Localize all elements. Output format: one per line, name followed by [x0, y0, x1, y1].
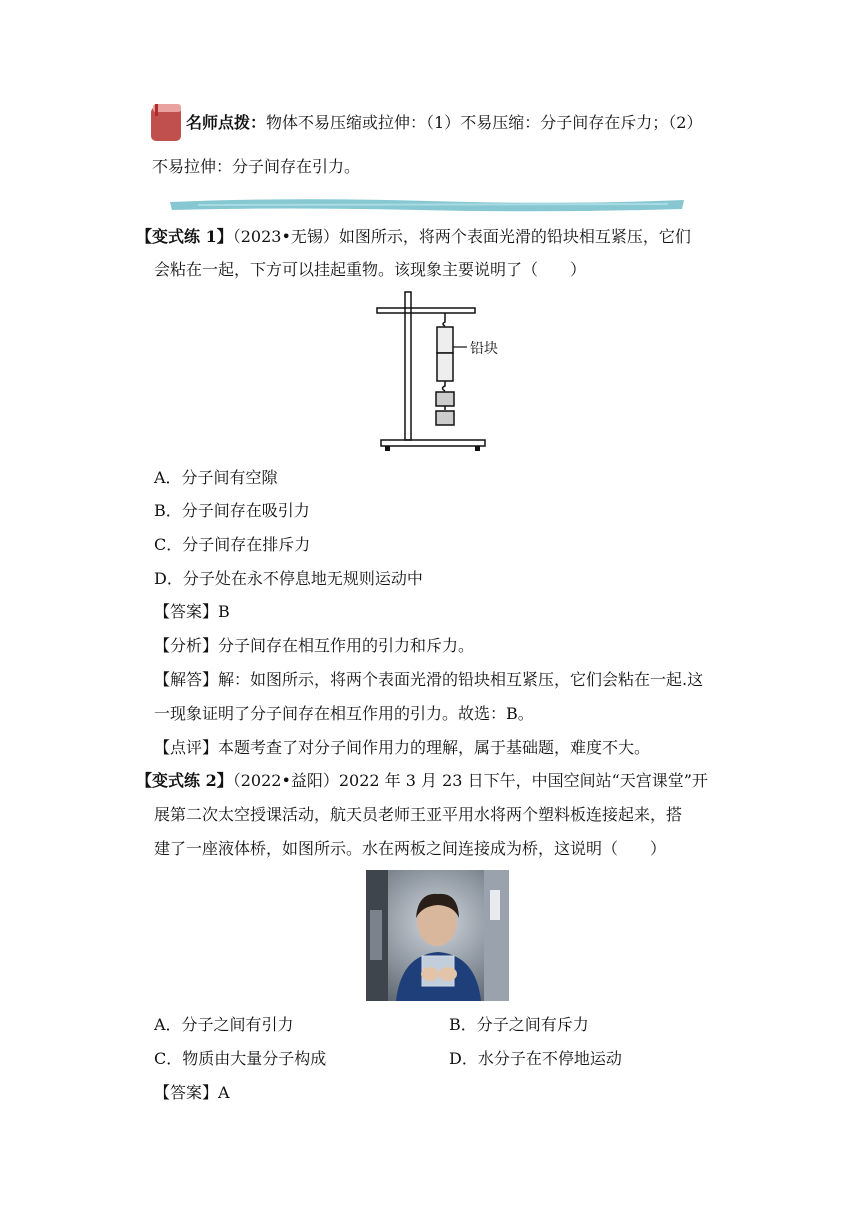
- q1-option-b: B．分子间存在吸引力: [154, 501, 310, 520]
- q1-answer: 【答案】B: [154, 602, 230, 621]
- q2-option-a: A．分子之间有引力: [154, 1015, 294, 1034]
- tip-text-line2: 不易拉伸：分子间存在引力。: [152, 157, 361, 176]
- bookmark-tip-icon: [150, 103, 182, 143]
- q1-label: 【变式练 1】: [136, 227, 233, 246]
- brush-divider: [168, 196, 686, 214]
- q1-stem-line1: [136, 226, 691, 248]
- q1-stem-line2: 会粘在一起，下方可以挂起重物。该现象主要说明了（ ）: [154, 260, 587, 279]
- q1-option-d: D．分子处在永不停息地无规则运动中: [154, 569, 423, 588]
- tip-text-line1: 物体不易压缩或拉伸：（1）不易压缩：分子间存在斥力；（2）: [266, 113, 703, 132]
- q2-option-b: B．分子之间有斥力: [449, 1015, 589, 1034]
- q2-answer: 【答案】A: [154, 1083, 230, 1102]
- space-station-liquid-bridge-photo: [366, 870, 509, 1001]
- q2-stem-line2: 展第二次太空授课活动，航天员老师王亚平用水将两个塑料板连接起来，搭: [154, 805, 683, 824]
- q2-text-line1: （2022•益阳）2022 年 3 月 23 日下午，中国空间站“天宫课堂”开: [232, 771, 708, 790]
- q1-option-c: C．分子间存在排斥力: [154, 535, 311, 554]
- q1-analysis: 【分析】分子间存在相互作用的引力和斥力。: [154, 636, 475, 655]
- q1-option-a: A．分子间有空隙: [154, 468, 278, 487]
- tip-paragraph: [186, 112, 702, 134]
- q1-comment: 【点评】本题考查了对分子间作用力的理解，属于基础题，难度不大。: [154, 738, 651, 757]
- q1-text-line1: （2023•无锡）如图所示，将两个表面光滑的铅块相互紧压，它们: [232, 227, 691, 246]
- figure-label-lead-block: 铅块: [470, 341, 498, 357]
- q1-solution-line2: 一现象证明了分子间存在相互作用的引力。故选：B。: [154, 704, 534, 723]
- q2-stem-line1: [136, 770, 708, 792]
- q2-option-c: C．物质由大量分子构成: [154, 1049, 327, 1068]
- q1-solution-line1: 【解答】解：如图所示，将两个表面光滑的铅块相互紧压，它们会粘在一起.这: [154, 670, 704, 689]
- q2-option-d: D．水分子在不停地运动: [449, 1049, 622, 1068]
- lead-blocks-apparatus-figure: [375, 290, 515, 460]
- q2-label: 【变式练 2】: [136, 771, 233, 790]
- q2-stem-line3: 建了一座液体桥，如图所示。水在两板之间连接成为桥，这说明（ ）: [154, 839, 667, 858]
- tip-title: 名师点拨：: [186, 113, 267, 132]
